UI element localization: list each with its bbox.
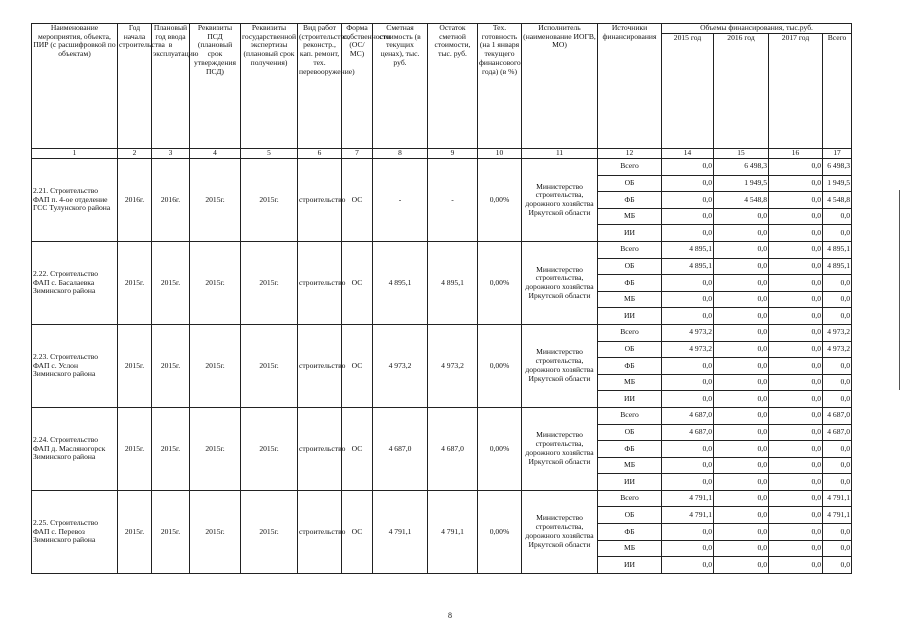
funding-2016: 0,0 — [714, 507, 769, 524]
funding-2015: 0,0 — [662, 391, 714, 408]
header-funding-group: Объемы финансирования, тыс.руб. — [662, 24, 852, 34]
table-body — [32, 159, 852, 574]
expertise-date: 2015г. — [241, 159, 298, 242]
header-ownership: Форма собственности (ОС/МС) — [342, 24, 373, 149]
funding-2016: 0,0 — [714, 241, 769, 258]
funding-2017: 0,0 — [769, 507, 823, 524]
remaining-cost: - — [428, 159, 478, 242]
funding-2017: 0,0 — [769, 540, 823, 557]
ownership: ОС — [342, 490, 373, 573]
header-start-year: Год начала строительства — [118, 24, 152, 149]
funding-2017: 0,0 — [769, 490, 823, 507]
header-expertise-details: Реквизиты государственной экспертизы (плановый срок получения) — [241, 24, 298, 149]
funding-source: ИИ — [598, 225, 662, 242]
funding-2015: 4 973,2 — [662, 324, 714, 341]
project-name: 2.21. Строительство ФАП п. 4-ое отделение ГСС Тулунского района — [32, 159, 118, 242]
scan-edge-line — [899, 190, 900, 390]
psd-date: 2015г. — [190, 241, 241, 324]
funding-2016: 0,0 — [714, 358, 769, 375]
funding-2017: 0,0 — [769, 457, 823, 474]
planned-year: 2015г. — [152, 324, 190, 407]
remaining-cost: 4 895,1 — [428, 241, 478, 324]
funding-2015: 4 687,0 — [662, 407, 714, 424]
column-number: 17 — [823, 149, 852, 159]
table-header — [32, 24, 852, 159]
funding-total: 4 687,0 — [823, 424, 852, 441]
column-number: 2 — [118, 149, 152, 159]
readiness: 0,00% — [478, 159, 522, 242]
funding-source: ИИ — [598, 557, 662, 574]
ownership: ОС — [342, 159, 373, 242]
funding-2015: 0,0 — [662, 208, 714, 225]
funding-total: 0,0 — [823, 358, 852, 375]
readiness: 0,00% — [478, 490, 522, 573]
funding-2015: 4 895,1 — [662, 258, 714, 275]
funding-2017: 0,0 — [769, 391, 823, 408]
funding-total: 0,0 — [823, 308, 852, 325]
planned-year: 2015г. — [152, 407, 190, 490]
funding-total: 0,0 — [823, 225, 852, 242]
column-number: 6 — [298, 149, 342, 159]
funding-total: 1 949,5 — [823, 175, 852, 192]
column-number: 7 — [342, 149, 373, 159]
funding-total: 0,0 — [823, 540, 852, 557]
funding-2016: 0,0 — [714, 557, 769, 574]
project-name: 2.24. Строительство ФАП д. Масляногорск Зиминского района — [32, 407, 118, 490]
funding-source: Всего — [598, 324, 662, 341]
work-type: строительство — [298, 324, 342, 407]
remaining-cost: 4 687,0 — [428, 407, 478, 490]
funding-2016: 0,0 — [714, 225, 769, 242]
planned-year: 2015г. — [152, 241, 190, 324]
funding-2015: 0,0 — [662, 275, 714, 292]
header-remaining-cost: Остаток сметной стоимости, тыс. руб. — [428, 24, 478, 149]
executor: Министерство строительства, дорожного хозяйства Иркутской области — [522, 407, 598, 490]
funding-2016: 0,0 — [714, 291, 769, 308]
funding-source: ФБ — [598, 358, 662, 375]
funding-source: Всего — [598, 407, 662, 424]
funding-total: 0,0 — [823, 374, 852, 391]
header-year-2017: 2017 год — [769, 34, 823, 149]
executor: Министерство строительства, дорожного хозяйства Иркутской области — [522, 490, 598, 573]
psd-date: 2015г. — [190, 490, 241, 573]
project-name: 2.22. Строительство ФАП с. Басалаевка Зиминского района — [32, 241, 118, 324]
funding-total: 0,0 — [823, 557, 852, 574]
start-year: 2016г. — [118, 159, 152, 242]
funding-2017: 0,0 — [769, 225, 823, 242]
column-number: 16 — [769, 149, 823, 159]
funding-source: МБ — [598, 374, 662, 391]
funding-2017: 0,0 — [769, 358, 823, 375]
funding-source: ОБ — [598, 424, 662, 441]
funding-2016: 0,0 — [714, 474, 769, 491]
funding-2015: 4 791,1 — [662, 507, 714, 524]
work-type: строительство — [298, 159, 342, 242]
funding-2015: 0,0 — [662, 374, 714, 391]
funding-total: 4 687,0 — [823, 407, 852, 424]
start-year: 2015г. — [118, 241, 152, 324]
funding-2015: 0,0 — [662, 557, 714, 574]
funding-2017: 0,0 — [769, 275, 823, 292]
funding-2017: 0,0 — [769, 424, 823, 441]
funding-source: МБ — [598, 291, 662, 308]
funding-2017: 0,0 — [769, 474, 823, 491]
header-year-2015: 2015 год — [662, 34, 714, 149]
ownership: ОС — [342, 241, 373, 324]
expertise-date: 2015г. — [241, 324, 298, 407]
funding-2017: 0,0 — [769, 159, 823, 176]
funding-2016: 0,0 — [714, 324, 769, 341]
funding-2015: 4 895,1 — [662, 241, 714, 258]
project-row — [32, 407, 852, 424]
funding-total: 0,0 — [823, 391, 852, 408]
column-number: 8 — [373, 149, 428, 159]
funding-source: МБ — [598, 540, 662, 557]
funding-2017: 0,0 — [769, 341, 823, 358]
funding-source: Всего — [598, 159, 662, 176]
estimated-cost: 4 687,0 — [373, 407, 428, 490]
funding-2017: 0,0 — [769, 192, 823, 209]
funding-total: 0,0 — [823, 208, 852, 225]
column-number: 4 — [190, 149, 241, 159]
funding-2016: 4 548,8 — [714, 192, 769, 209]
column-number: 14 — [662, 149, 714, 159]
estimated-cost: - — [373, 159, 428, 242]
column-number: 15 — [714, 149, 769, 159]
column-number: 5 — [241, 149, 298, 159]
header-psd-details: Реквизиты ПСД (плановый срок утверждения ПСД) — [190, 24, 241, 149]
funding-source: ФБ — [598, 275, 662, 292]
funding-2017: 0,0 — [769, 557, 823, 574]
funding-source: Всего — [598, 490, 662, 507]
funding-2017: 0,0 — [769, 441, 823, 458]
funding-source: ИИ — [598, 391, 662, 408]
funding-2016: 0,0 — [714, 540, 769, 557]
column-numbers-row — [32, 149, 852, 159]
header-year-2016: 2016 год — [714, 34, 769, 149]
executor: Министерство строительства, дорожного хозяйства Иркутской области — [522, 324, 598, 407]
funding-total: 0,0 — [823, 291, 852, 308]
funding-2017: 0,0 — [769, 241, 823, 258]
funding-2015: 0,0 — [662, 175, 714, 192]
funding-total: 4 973,2 — [823, 341, 852, 358]
project-row — [32, 490, 852, 507]
funding-2015: 0,0 — [662, 308, 714, 325]
funding-total: 0,0 — [823, 441, 852, 458]
funding-2015: 0,0 — [662, 291, 714, 308]
funding-total: 4 791,1 — [823, 490, 852, 507]
funding-2016: 0,0 — [714, 258, 769, 275]
start-year: 2015г. — [118, 324, 152, 407]
funding-2016: 0,0 — [714, 441, 769, 458]
funding-total: 4 973,2 — [823, 324, 852, 341]
column-number: 1 — [32, 149, 118, 159]
remaining-cost: 4 973,2 — [428, 324, 478, 407]
column-number: 10 — [478, 149, 522, 159]
expertise-date: 2015г. — [241, 490, 298, 573]
header-name: Наименование мероприятия, объекта, ПИР (с расшифровкой по объектам) — [32, 24, 118, 149]
header-sources: Источники финансирования — [598, 24, 662, 149]
funding-total: 4 895,1 — [823, 258, 852, 275]
funding-total: 0,0 — [823, 275, 852, 292]
funding-2016: 0,0 — [714, 374, 769, 391]
header-work-type: Вид работ (строительство, реконстр., кап. ремонт, тех. перевооружение) — [298, 24, 342, 149]
funding-2016: 0,0 — [714, 341, 769, 358]
funding-total: 4 548,8 — [823, 192, 852, 209]
funding-2017: 0,0 — [769, 258, 823, 275]
funding-source: МБ — [598, 457, 662, 474]
page-number: 8 — [448, 611, 452, 620]
funding-2015: 0,0 — [662, 358, 714, 375]
project-name: 2.23. Строительство ФАП с. Услон Зиминского района — [32, 324, 118, 407]
funding-2016: 0,0 — [714, 275, 769, 292]
funding-total: 4 895,1 — [823, 241, 852, 258]
funding-source: ОБ — [598, 175, 662, 192]
funding-source: ФБ — [598, 192, 662, 209]
project-row — [32, 159, 852, 176]
funding-2016: 0,0 — [714, 424, 769, 441]
funding-2015: 4 973,2 — [662, 341, 714, 358]
work-type: строительство — [298, 407, 342, 490]
funding-source: ИИ — [598, 308, 662, 325]
psd-date: 2015г. — [190, 324, 241, 407]
work-type: строительство — [298, 490, 342, 573]
planned-year: 2015г. — [152, 490, 190, 573]
estimated-cost: 4 895,1 — [373, 241, 428, 324]
funding-2016: 0,0 — [714, 457, 769, 474]
funding-2015: 4 687,0 — [662, 424, 714, 441]
funding-2017: 0,0 — [769, 324, 823, 341]
funding-source: ОБ — [598, 258, 662, 275]
funding-2016: 0,0 — [714, 308, 769, 325]
funding-2017: 0,0 — [769, 175, 823, 192]
funding-2015: 0,0 — [662, 225, 714, 242]
funding-2015: 4 791,1 — [662, 490, 714, 507]
ownership: ОС — [342, 407, 373, 490]
executor: Министерство строительства, дорожного хозяйства Иркутской области — [522, 159, 598, 242]
funding-total: 6 498,3 — [823, 159, 852, 176]
funding-2017: 0,0 — [769, 291, 823, 308]
expertise-date: 2015г. — [241, 241, 298, 324]
readiness: 0,00% — [478, 407, 522, 490]
psd-date: 2015г. — [190, 407, 241, 490]
funding-2016: 1 949,5 — [714, 175, 769, 192]
readiness: 0,00% — [478, 324, 522, 407]
ownership: ОС — [342, 324, 373, 407]
header-planned-year: Плановый год ввода в эксплуатацию — [152, 24, 190, 149]
funding-source: ОБ — [598, 507, 662, 524]
funding-2015: 0,0 — [662, 441, 714, 458]
funding-total: 0,0 — [823, 474, 852, 491]
estimated-cost: 4 791,1 — [373, 490, 428, 573]
project-name: 2.25. Строительство ФАП с. Перевоз Зиминского района — [32, 490, 118, 573]
readiness: 0,00% — [478, 241, 522, 324]
funding-source: МБ — [598, 208, 662, 225]
project-row — [32, 241, 852, 258]
funding-2017: 0,0 — [769, 407, 823, 424]
funding-source: ОБ — [598, 341, 662, 358]
funding-source: ФБ — [598, 441, 662, 458]
estimated-cost: 4 973,2 — [373, 324, 428, 407]
funding-2016: 0,0 — [714, 407, 769, 424]
funding-2017: 0,0 — [769, 524, 823, 541]
column-number: 12 — [598, 149, 662, 159]
start-year: 2015г. — [118, 490, 152, 573]
funding-total: 0,0 — [823, 457, 852, 474]
executor: Министерство строительства, дорожного хозяйства Иркутской области — [522, 241, 598, 324]
header-total: Всего — [823, 34, 852, 149]
psd-date: 2015г. — [190, 159, 241, 242]
funding-2017: 0,0 — [769, 208, 823, 225]
header-estimated-cost: Сметная стоимость (в текущих ценах), тыс. руб. — [373, 24, 428, 149]
funding-2015: 0,0 — [662, 524, 714, 541]
funding-2015: 0,0 — [662, 457, 714, 474]
funding-total: 0,0 — [823, 524, 852, 541]
project-row — [32, 324, 852, 341]
funding-total: 4 791,1 — [823, 507, 852, 524]
funding-2015: 0,0 — [662, 192, 714, 209]
funding-source: Всего — [598, 241, 662, 258]
funding-2016: 0,0 — [714, 391, 769, 408]
funding-2017: 0,0 — [769, 308, 823, 325]
column-number: 3 — [152, 149, 190, 159]
funding-2015: 0,0 — [662, 540, 714, 557]
funding-2015: 0,0 — [662, 474, 714, 491]
funding-table — [31, 23, 852, 574]
funding-2016: 0,0 — [714, 490, 769, 507]
column-number: 9 — [428, 149, 478, 159]
work-type: строительство — [298, 241, 342, 324]
funding-2017: 0,0 — [769, 374, 823, 391]
funding-source: ИИ — [598, 474, 662, 491]
funding-2016: 0,0 — [714, 524, 769, 541]
funding-2016: 0,0 — [714, 208, 769, 225]
column-number: 11 — [522, 149, 598, 159]
header-executor: Исполнитель (наименование ИОГВ, МО) — [522, 24, 598, 149]
start-year: 2015г. — [118, 407, 152, 490]
funding-2016: 6 498,3 — [714, 159, 769, 176]
expertise-date: 2015г. — [241, 407, 298, 490]
funding-source: ФБ — [598, 524, 662, 541]
funding-2015: 0,0 — [662, 159, 714, 176]
header-readiness: Тех. готовность (на 1 января текущего финансового года) (в %) — [478, 24, 522, 149]
planned-year: 2016г. — [152, 159, 190, 242]
remaining-cost: 4 791,1 — [428, 490, 478, 573]
